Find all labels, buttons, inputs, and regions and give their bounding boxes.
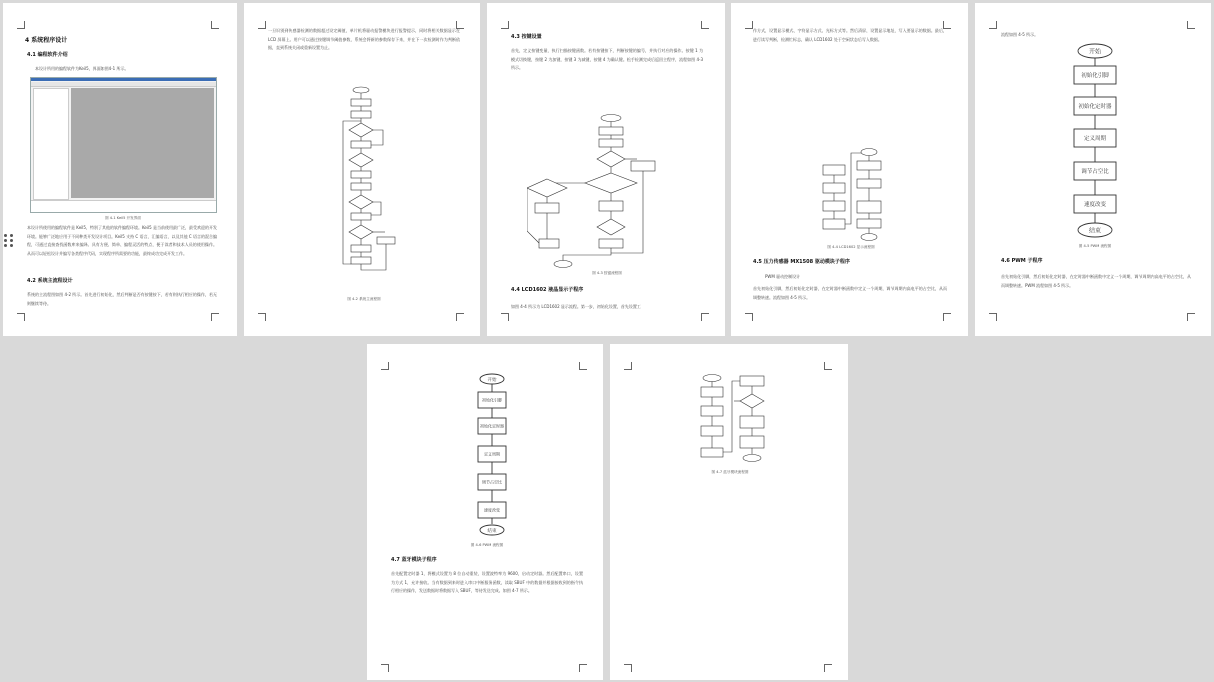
flow-step-label: 定义周期 bbox=[1083, 136, 1107, 142]
main-flowchart bbox=[339, 85, 401, 293]
body-text: 作方式，设置显示模式、字符显示方式、光标方式等。然后清屏，设置显示地址，写入要显示的数据。最后，进行读写判断，检测忙标志，确认 LCD1602 处于空闲状态后写入数据。 bbox=[753, 28, 947, 42]
bluetooth-flowchart bbox=[698, 372, 768, 468]
flow-step-label: 调节占空比 bbox=[482, 479, 502, 485]
figure-caption: 图 4-4 LCD1602 显示流程图 bbox=[827, 245, 875, 249]
flow-step-label: 定义周期 bbox=[484, 451, 500, 457]
flow-step-label: 初始化引脚 bbox=[482, 397, 502, 403]
subheading: PWM 驱动控制设计 bbox=[765, 274, 801, 279]
body-text: 流程如图 4-5 所示。 bbox=[1001, 32, 1039, 37]
section-heading: 4.7 蓝牙模块子程序 bbox=[391, 557, 437, 563]
flow-end-label: 结束 bbox=[487, 528, 497, 534]
flow-step-label: 调节占空比 bbox=[1081, 169, 1109, 175]
section-heading: 4.1 编程软件介绍 bbox=[27, 52, 68, 58]
section-heading: 4.3 按键设置 bbox=[511, 34, 542, 40]
page-3 bbox=[487, 3, 725, 336]
key-flowchart bbox=[527, 113, 677, 271]
figure-caption: 图 4-6 PWM 流程图 bbox=[470, 543, 504, 547]
flow-step-label: 初始化引脚 bbox=[1081, 73, 1109, 79]
body-text: 首先初始化引脚，然后初始化定时器，在定时器中断函数中定义一个周期，调节周期内高电平的占空比，从而调整转速。PWM 流程如图 4-5 所示。 bbox=[1001, 274, 1191, 288]
figure-caption: 图 4-3 按键流程图 bbox=[592, 271, 622, 275]
flow-start-label: 开始 bbox=[1088, 48, 1102, 56]
page-2 bbox=[244, 3, 480, 336]
flow-start-label: 开始 bbox=[487, 377, 497, 383]
keil-screenshot bbox=[30, 77, 217, 213]
section-heading: 4.5 压力传感器 MX1508 驱动模块子程序 bbox=[753, 259, 850, 265]
pwm-flowchart bbox=[462, 372, 522, 542]
flow-step-label: 速度改变 bbox=[484, 507, 500, 513]
chapter-heading: 4 系统程序设计 bbox=[25, 37, 68, 44]
lcd-flowchart bbox=[821, 145, 891, 245]
page-5 bbox=[975, 3, 1211, 336]
body-text: 如图 4-4 所示为 LCD1602 显示流程。第一步，初始化设置，首先设置工 bbox=[511, 304, 641, 309]
figure-caption: 图 4-1 Keil5 开发界面 bbox=[105, 216, 141, 220]
section-heading: 4.6 PWM 子程序 bbox=[1001, 258, 1043, 264]
pwm-flowchart bbox=[1050, 41, 1140, 241]
figure-caption: 图 4-7 蓝牙模块流程图 bbox=[711, 470, 749, 474]
flow-step-label: 初始化定时器 bbox=[1078, 104, 1112, 110]
flow-end-label: 结束 bbox=[1088, 227, 1102, 235]
body-text: 一旦识别到传感器检测的数据超过设定阈值，单片机将驱动报警模块进行报警提示，同时将相关数据显示在 LCD 屏幕上。用户可以通过按键调节阈值参数，系统会将新的参数保存下来，并在下一次检测时作为判断依据，直到系统关闭或重新设置为止。 bbox=[268, 28, 460, 51]
body-text: 本设计所用的编程软件为Keil5，界面如图4-1 所示。 bbox=[35, 66, 129, 71]
flow-step-label: 初始化定时器 bbox=[480, 423, 504, 429]
drag-handle-icon[interactable] bbox=[4, 234, 16, 248]
body-text: 首先，定义按键变量，执行扫描按键函数。若有按键按下，判断按键的编号，并执行对应的操作。按键 1 为模式切换键，按键 2 为加键，按键 3 为减键，按键 4 为确认键。松手检测完成后返回主程序，流程如图 4-3 所示。 bbox=[511, 48, 703, 71]
body-text: 系统的主流程图如图 4-2 所示。首先进行初始化，然后判断是否有按键按下，若有则执行相应的操作，若无则继续等待。 bbox=[27, 292, 217, 306]
body-text: 首先配置定时器 1，将模式设置为 8 位自动重装，设置波特率为 9600，启动定时器。然后配置串口，设置为方式 1，允许接收。当有数据到来时进入串口中断服务函数，读取 SBUF 中的数据并根据接收到的指令执行相应的操作，发送数据时将数据写入 SBUF，等待发送完成。如图 4-7 所示。 bbox=[391, 571, 583, 594]
section-heading: 4.2 系统主流程设计 bbox=[27, 278, 73, 284]
figure-caption: 图 4-2 系统主流程图 bbox=[347, 297, 381, 301]
body-text: 本设计所使用的编程软件是 Keil5，特别了其他的软件编程环境。Keil5 是当前使用最广泛，最受欢迎的开发环境。能够广泛地应用于不同种类开发设计项目。Keil5 支持 C 语言，汇编语言，以及其他 C 语言的混合编程，可通过直接查找函数库来编译。具有方便、简单、编程灵活的特点，便于读者和技术人员的使用操作。从而可以轻松设计并编写各类程序代码，实现程序所需要的功能，最终成功完成开发工作。 bbox=[27, 225, 217, 256]
page-4 bbox=[731, 3, 968, 336]
page-7 bbox=[610, 344, 848, 680]
page-6 bbox=[367, 344, 603, 680]
body-text: 首先初始化引脚，然后初始化定时器，在定时器中断函数中定义一个周期，调节周期内高电平的占空比，从而调整转速。流程如图 4-5 所示。 bbox=[753, 286, 947, 300]
figure-caption: 图 4-5 PWM 流程图 bbox=[1078, 244, 1112, 248]
page-1 bbox=[3, 3, 237, 336]
section-heading: 4.4 LCD1602 液晶显示子程序 bbox=[511, 287, 584, 293]
flow-step-label: 速度改变 bbox=[1083, 202, 1107, 208]
